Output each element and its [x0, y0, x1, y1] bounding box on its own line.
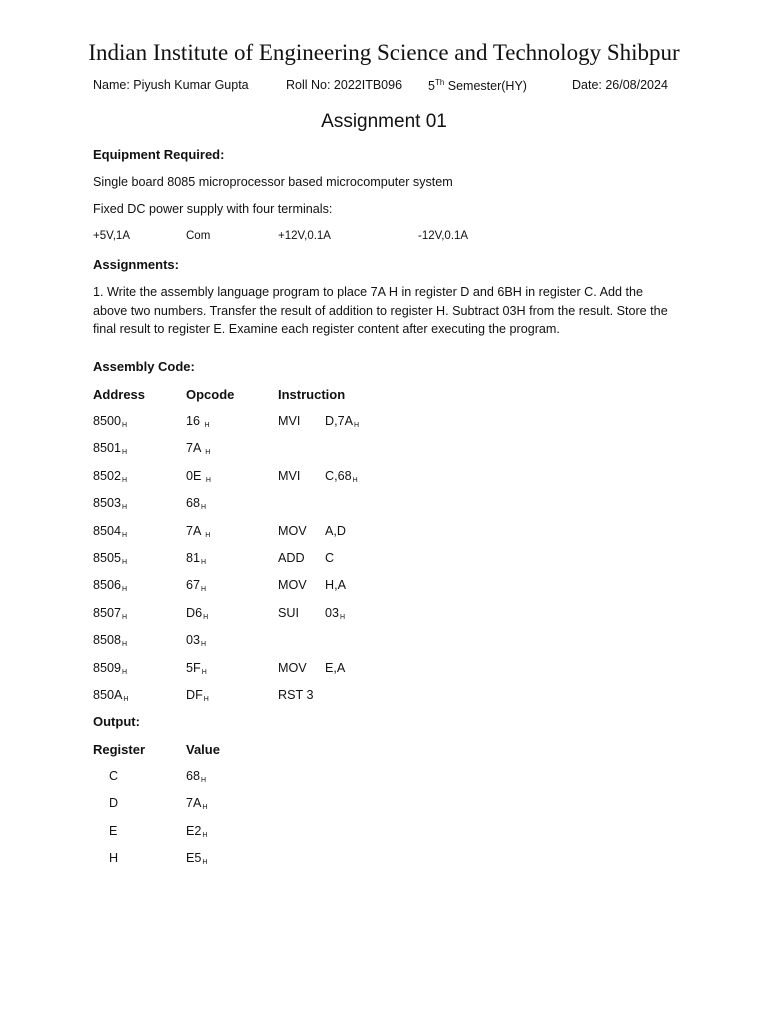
hex-suffix: H	[122, 668, 128, 676]
address-cell	[93, 441, 127, 456]
column-register: Register	[93, 742, 146, 757]
opcode-cell	[186, 578, 206, 593]
opcode-cell	[186, 688, 209, 703]
operand-cell	[325, 606, 345, 621]
hex-suffix: H	[122, 504, 128, 512]
address-value: 8506	[93, 578, 122, 593]
address-cell	[93, 661, 127, 676]
hex-suffix: H	[201, 777, 207, 784]
address-cell	[93, 524, 127, 539]
address-value: 8500	[93, 414, 122, 428]
mnemonic-cell	[278, 661, 307, 675]
address-value: 8508	[93, 633, 122, 648]
mnemonic-cell	[278, 524, 307, 538]
mnemonic-cell	[278, 414, 300, 428]
equipment-item-2: Fixed DC power supply with four terminals:	[93, 202, 333, 216]
hex-suffix: H	[340, 613, 346, 621]
hex-suffix: H	[203, 613, 209, 621]
address-cell	[93, 633, 127, 648]
assembly-code-heading: Assembly Code:	[93, 359, 195, 374]
hex-suffix: H	[352, 476, 358, 484]
hex-suffix: H	[205, 531, 211, 539]
hex-suffix: H	[122, 559, 128, 566]
opcode-cell	[186, 414, 210, 429]
register-value-cell	[186, 796, 207, 811]
mnemonic-value: ADD	[278, 551, 305, 565]
hex-suffix: H	[123, 696, 129, 703]
operand-value: E,A	[325, 660, 346, 675]
hex-suffix: H	[122, 422, 128, 429]
operand-value: H,A	[325, 578, 346, 593]
column-address: Address	[93, 387, 146, 402]
semester-suffix: Th	[434, 78, 445, 87]
register-name: H	[109, 851, 119, 866]
terminal-5v: +5V,1A	[93, 230, 130, 242]
assignment-title: Assignment 01	[321, 111, 447, 132]
mnemonic-value: MVI	[278, 468, 301, 483]
hex-suffix: H	[203, 696, 209, 703]
mnemonic-value: MOV	[278, 660, 307, 675]
register-name: D	[109, 796, 119, 811]
address-cell	[93, 496, 127, 511]
hex-suffix: H	[201, 641, 207, 649]
equipment-heading: Equipment Required:	[93, 147, 225, 162]
opcode-value: DF	[186, 688, 203, 702]
opcode-value: 0E	[186, 468, 205, 483]
hex-suffix: H	[201, 586, 207, 594]
address-cell	[93, 469, 127, 484]
hex-suffix: H	[202, 831, 208, 839]
mnemonic-cell	[278, 469, 300, 483]
hex-suffix: H	[201, 668, 207, 676]
mnemonic-value: SUI	[278, 605, 299, 620]
opcode-cell	[186, 551, 206, 566]
operand-cell	[325, 414, 359, 429]
address-value: 8502	[93, 468, 122, 483]
mnemonic-value: RST 3	[278, 688, 314, 702]
opcode-value: 16	[186, 414, 204, 428]
column-instruction: Instruction	[278, 387, 346, 402]
opcode-value: 67	[186, 578, 201, 593]
opcode-value: D6	[186, 605, 203, 620]
hex-suffix: H	[122, 449, 128, 457]
hex-suffix: H	[202, 804, 208, 812]
terminal-neg-12v: -12V,0.1A	[418, 230, 469, 242]
operand-cell	[325, 661, 345, 675]
mnemonic-cell	[278, 688, 313, 702]
operand-value: D,7A	[325, 414, 353, 428]
register-value-cell	[186, 769, 206, 784]
register-value: 7A	[186, 796, 202, 811]
mnemonic-value: MVI	[278, 414, 301, 428]
operand-value: C,68	[325, 468, 352, 483]
hex-suffix: H	[202, 859, 208, 867]
address-value: 8509	[93, 660, 122, 675]
opcode-cell	[186, 661, 207, 676]
register-value: E2	[186, 823, 202, 838]
output-heading: Output:	[93, 714, 140, 729]
address-cell	[93, 688, 128, 703]
register-value: 68	[186, 769, 201, 783]
register-value-cell	[186, 824, 207, 839]
address-value: 8501	[93, 441, 122, 456]
address-value: 8503	[93, 496, 122, 511]
operand-cell	[325, 469, 358, 484]
equipment-item-1: Single board 8085 microprocessor based microcomputer system	[93, 175, 453, 189]
address-cell	[93, 606, 127, 621]
address-cell	[93, 551, 127, 566]
hex-suffix: H	[201, 559, 207, 566]
opcode-cell	[186, 441, 210, 456]
opcode-value: 7A	[186, 441, 205, 456]
hex-suffix: H	[204, 422, 210, 429]
hex-suffix: H	[122, 613, 128, 621]
opcode-cell	[186, 633, 206, 648]
hex-suffix: H	[205, 476, 211, 484]
hex-suffix: H	[122, 586, 128, 594]
column-opcode: Opcode	[186, 387, 235, 402]
hex-suffix: H	[201, 504, 207, 512]
terminal-com: Com	[186, 230, 211, 242]
operand-value: 03	[325, 605, 340, 620]
address-value: 850A	[93, 688, 123, 702]
operand-value: A,D	[325, 523, 346, 538]
opcode-value: 03	[186, 633, 201, 648]
opcode-value: 7A	[186, 523, 205, 538]
mnemonic-cell	[278, 578, 307, 592]
hex-suffix: H	[122, 531, 128, 539]
semester-label: Semester(HY)	[444, 79, 527, 94]
opcode-cell	[186, 496, 206, 511]
opcode-value: 81	[186, 551, 201, 565]
hex-suffix: H	[122, 641, 128, 649]
operand-cell	[325, 551, 334, 565]
opcode-cell	[186, 606, 208, 621]
operand-value: C	[325, 551, 335, 565]
roll-number: Roll No: 2022ITB096	[286, 78, 403, 92]
register-name: E	[109, 823, 118, 838]
date: Date: 26/08/2024	[572, 78, 668, 92]
register-value-cell	[186, 851, 207, 866]
opcode-value: 5F	[186, 660, 201, 675]
assignments-heading: Assignments:	[93, 257, 179, 272]
semester-number: 5	[428, 79, 435, 94]
operand-cell	[325, 578, 346, 592]
address-cell	[93, 578, 127, 593]
opcode-cell	[186, 469, 211, 484]
register-name: C	[109, 769, 119, 783]
address-value: 8507	[93, 605, 122, 620]
mnemonic-cell	[278, 551, 305, 565]
semester	[428, 78, 527, 93]
column-value: Value	[186, 742, 220, 757]
terminal-12v: +12V,0.1A	[278, 230, 331, 242]
address-cell	[93, 414, 127, 429]
mnemonic-value: MOV	[278, 523, 307, 538]
address-value: 8504	[93, 523, 122, 538]
student-name: Name: Piyush Kumar Gupta	[93, 78, 249, 92]
hex-suffix: H	[354, 422, 360, 429]
hex-suffix: H	[205, 449, 211, 457]
problem-statement: 1. Write the assembly language program to place 7A H in register D and 6BH in register C. Add the above two numbers. Transfer the result of addition to register H. Subtract 03H from the result. Store the final result to register E. Examine each register content after executing the program.	[93, 285, 668, 336]
register-value: E5	[186, 851, 202, 866]
hex-suffix: H	[122, 476, 128, 484]
mnemonic-value: MOV	[278, 578, 307, 593]
institute-title: Indian Institute of Engineering Science and Technology Shibpur	[88, 40, 680, 65]
mnemonic-cell	[278, 606, 299, 620]
operand-cell	[325, 524, 346, 538]
opcode-value: 68	[186, 496, 201, 511]
opcode-cell	[186, 524, 210, 539]
address-value: 8505	[93, 551, 122, 565]
